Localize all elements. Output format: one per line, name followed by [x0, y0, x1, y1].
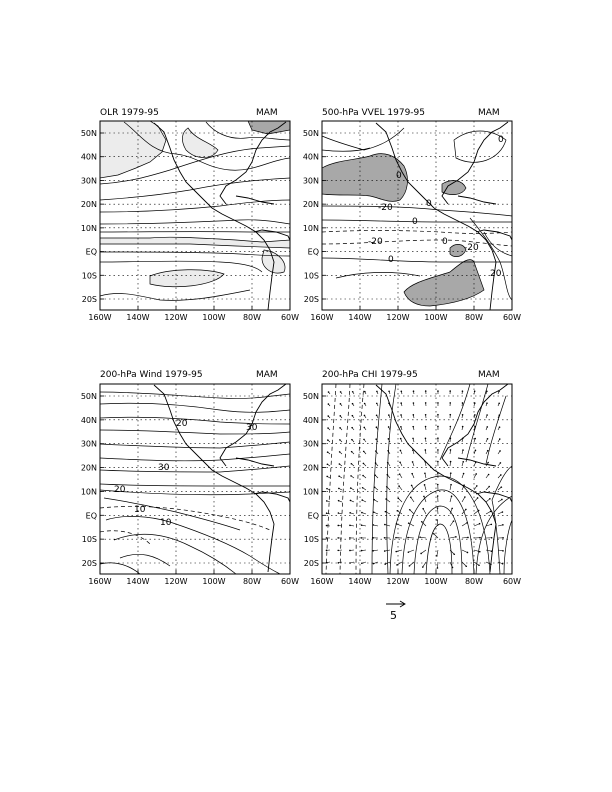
wind-vector	[422, 562, 426, 568]
wind-vector	[450, 449, 452, 454]
lat-tick-label: 30N	[302, 176, 319, 186]
wind-vector	[388, 414, 390, 418]
wind-vector	[498, 486, 502, 490]
wind-vector	[422, 508, 426, 514]
wind-vector	[337, 550, 342, 552]
lat-tick-label: 10N	[80, 223, 97, 233]
contour-label: 20	[114, 485, 126, 495]
lat-tick-label: 10N	[302, 223, 319, 233]
panel-season: MAM	[478, 108, 500, 118]
lat-tick-label: 40N	[80, 152, 97, 162]
lat-tick-label: 20S	[81, 295, 97, 304]
wind-vector	[326, 488, 330, 490]
wind-vector	[498, 462, 501, 466]
wind-vector	[384, 562, 390, 565]
wind-vector	[486, 438, 488, 442]
wind-vector	[373, 499, 378, 502]
wind-vector	[340, 391, 342, 394]
wind-vector	[363, 439, 366, 442]
wind-vector	[462, 473, 464, 478]
wind-vector	[361, 512, 366, 514]
wind-vector	[376, 414, 378, 418]
lat-tick-label: 20S	[303, 559, 319, 568]
wind-vector	[364, 403, 366, 406]
lat-tick-label: 10S	[81, 271, 97, 281]
wind-vector	[450, 536, 457, 538]
wind-vector	[462, 426, 464, 430]
panel-wind	[100, 370, 290, 574]
wind-vector	[373, 511, 378, 514]
wind-vector	[474, 438, 476, 442]
wind-vector	[420, 550, 426, 554]
wind-vector	[408, 522, 414, 526]
wind-vector	[411, 473, 414, 478]
wind-vector	[385, 511, 390, 514]
wind-vector	[364, 391, 366, 394]
wind-vector	[396, 523, 402, 526]
vector-key	[386, 601, 405, 622]
wind-vector	[436, 519, 438, 526]
lat-tick-label: 50N	[80, 129, 97, 138]
lon-tick-label: 100W	[424, 313, 448, 322]
lat-tick-label: 20S	[303, 295, 319, 304]
wind-vector	[326, 512, 330, 514]
wind-vector	[361, 537, 366, 539]
wind-vector	[449, 390, 451, 394]
wind-vector	[425, 414, 427, 418]
lon-tick-label: 80W	[242, 313, 262, 322]
wind-vector	[413, 390, 415, 394]
wind-vector	[486, 414, 488, 418]
wind-vector	[396, 562, 402, 566]
wind-vector	[437, 390, 439, 394]
wind-vector	[498, 438, 501, 442]
wind-vector	[385, 498, 390, 502]
wind-vector	[412, 438, 414, 442]
lon-tick-label: 120W	[386, 577, 410, 586]
wind-vector	[498, 511, 503, 514]
contour-label: 20	[490, 269, 502, 279]
lon-tick-label: 160W	[310, 577, 334, 586]
wind-vector	[425, 402, 427, 406]
lat-tick-label: 10N	[80, 487, 97, 497]
wind-vector	[400, 426, 402, 430]
panel-season: MAM	[478, 370, 500, 380]
wind-vector	[326, 500, 330, 502]
lon-tick-label: 100W	[202, 313, 226, 322]
wind-vector	[362, 487, 366, 490]
wind-vector	[375, 450, 378, 454]
wind-vector	[425, 449, 427, 454]
wind-vector	[424, 484, 426, 490]
wind-vector	[338, 512, 342, 514]
lat-tick-label: 10S	[303, 271, 319, 281]
wind-vector	[462, 522, 468, 526]
lon-tick-label: 140W	[126, 577, 150, 586]
lon-tick-label: 140W	[348, 577, 372, 586]
wind-vector	[386, 486, 390, 490]
wind-vector	[498, 524, 504, 526]
contour-label: -20	[368, 237, 383, 247]
lon-tick-label: 100W	[202, 577, 226, 586]
contour-label: 0	[426, 199, 432, 209]
contour-label: 0	[498, 135, 504, 145]
wind-vector	[376, 426, 378, 430]
map-frame	[326, 384, 512, 574]
wind-vector	[437, 414, 439, 418]
lat-tick-label: 20N	[302, 463, 319, 473]
wind-vector	[474, 485, 478, 490]
wind-vector	[474, 550, 481, 552]
wind-vector	[349, 525, 354, 527]
wind-vector	[425, 390, 427, 394]
wind-vector	[327, 463, 330, 466]
wind-vector	[462, 414, 464, 418]
lon-tick-label: 100W	[424, 577, 448, 586]
wind-vector	[400, 438, 402, 442]
wind-vector	[362, 475, 366, 478]
wind-vector	[361, 499, 366, 502]
wind-vector	[474, 473, 477, 478]
wind-vector	[411, 485, 414, 490]
wind-vector	[437, 426, 439, 430]
contour-label: 0	[412, 217, 418, 227]
wind-vector	[363, 451, 366, 454]
lon-tick-label: 80W	[464, 577, 484, 586]
wind-vector	[361, 524, 366, 526]
wind-vector	[409, 509, 414, 514]
wind-vector	[399, 473, 402, 478]
wind-vector	[364, 415, 366, 418]
wind-vector	[449, 402, 451, 406]
wind-vector	[486, 498, 491, 502]
lat-tick-label: 50N	[302, 129, 319, 138]
wind-vector	[351, 439, 354, 442]
wind-vector	[340, 403, 342, 406]
lat-tick-label: EQ	[307, 247, 319, 257]
wind-vector	[327, 439, 330, 442]
wind-vector	[462, 496, 466, 502]
wind-vector	[474, 497, 478, 502]
wind-vector	[399, 461, 402, 466]
wind-vector	[372, 537, 378, 539]
wind-vector	[436, 550, 438, 557]
wind-vector	[328, 391, 330, 394]
wind-vector	[376, 403, 378, 406]
wind-vector	[450, 472, 452, 478]
wind-vector	[450, 520, 454, 526]
wind-vector	[498, 550, 504, 552]
wind-vector	[474, 450, 476, 454]
panel-title: 500-hPa VVEL 1979-95	[322, 108, 426, 118]
panel-vvel	[322, 108, 512, 310]
lat-tick-label: EQ	[307, 511, 319, 521]
lon-tick-label: 80W	[464, 313, 484, 322]
wind-vector	[350, 475, 354, 478]
wind-vector	[372, 550, 378, 552]
lon-tick-label: 80W	[242, 577, 262, 586]
wind-vector	[450, 484, 452, 490]
panel-title: 200-hPa Wind 1979-95	[100, 370, 203, 380]
wind-vector	[425, 426, 427, 430]
wind-vector	[423, 496, 426, 502]
panel-title: OLR 1979-95	[100, 108, 159, 118]
wind-vector	[486, 537, 492, 539]
wind-vector	[462, 537, 469, 539]
lat-tick-label: 10S	[303, 535, 319, 545]
wind-vector	[486, 391, 488, 394]
wind-vector	[326, 550, 330, 552]
contour-label: -20	[464, 243, 479, 253]
wind-vector	[498, 403, 500, 406]
wind-vector	[395, 537, 402, 539]
panel-season: MAM	[256, 108, 278, 118]
panel-olr	[100, 108, 290, 310]
wind-vector	[425, 437, 427, 442]
wind-vector	[437, 461, 439, 466]
wind-vector	[462, 550, 468, 553]
wind-vector	[437, 495, 439, 502]
wind-vector	[339, 439, 342, 442]
wind-vector	[338, 475, 342, 478]
wind-vector	[408, 550, 414, 553]
wind-vector	[351, 463, 354, 466]
contour-label: 0	[396, 171, 402, 181]
lon-tick-label: 140W	[348, 313, 372, 322]
wind-vector	[437, 437, 439, 442]
wind-vector	[437, 562, 439, 569]
wind-vector	[361, 550, 366, 552]
wind-vector	[352, 391, 354, 394]
lon-tick-label: 60W	[280, 313, 300, 322]
wind-vector	[327, 427, 330, 430]
wind-vector	[400, 402, 402, 406]
wind-vector	[339, 463, 342, 466]
wind-vector	[350, 500, 354, 502]
wind-vector	[437, 449, 439, 454]
lat-tick-label: 20S	[81, 559, 97, 568]
wind-vector	[474, 537, 481, 539]
wind-vector	[338, 500, 342, 502]
contour-label: 20	[176, 419, 188, 429]
wind-vector	[387, 450, 390, 454]
wind-vector	[437, 507, 439, 514]
wind-vector	[449, 414, 451, 418]
wind-vector	[474, 523, 480, 526]
wind-vector	[351, 451, 354, 454]
lat-tick-label: 40N	[80, 415, 97, 425]
wind-vector	[388, 426, 390, 430]
lon-tick-label: 60W	[502, 577, 522, 586]
panel-season: MAM	[256, 370, 278, 380]
lat-tick-label: 50N	[80, 392, 97, 401]
wind-vector	[498, 537, 504, 539]
map-border	[322, 121, 512, 310]
map-frame	[322, 122, 512, 310]
wind-vector	[413, 414, 415, 418]
wind-vector	[349, 537, 354, 539]
vector-key-label: 5	[390, 609, 397, 622]
wind-vector	[462, 461, 464, 466]
wind-vector	[450, 461, 452, 466]
wind-vector	[486, 486, 490, 490]
wind-vector	[486, 511, 491, 514]
wind-vector	[400, 414, 402, 418]
wind-vector	[424, 461, 426, 466]
lat-tick-label: 50N	[302, 392, 319, 401]
wind-vector	[326, 476, 330, 478]
wind-vector	[400, 390, 402, 394]
wind-vector	[413, 402, 415, 406]
contour-labels	[114, 419, 258, 528]
wind-vector	[339, 451, 342, 454]
wind-vector	[437, 402, 439, 406]
wind-vector	[486, 402, 488, 406]
wind-vector	[363, 463, 366, 466]
wind-vector	[412, 426, 414, 430]
contour-label: 30	[246, 423, 258, 433]
divergent-wind-vectors	[326, 390, 504, 568]
lon-tick-label: 140W	[126, 313, 150, 322]
lat-tick-label: 10S	[81, 535, 97, 545]
wind-vector	[352, 415, 354, 418]
wind-vector	[338, 488, 342, 490]
wind-vector	[498, 474, 502, 478]
wind-vector	[388, 391, 390, 394]
contour-label: 0	[388, 255, 394, 265]
wind-vector	[437, 472, 439, 478]
wind-vector	[395, 550, 402, 552]
wind-vector	[486, 550, 492, 552]
wind-vector	[450, 550, 455, 555]
wind-vector	[407, 537, 414, 539]
wind-vector	[349, 512, 354, 514]
wind-vector	[339, 427, 342, 430]
wind-vector	[376, 391, 378, 394]
lon-tick-label: 160W	[310, 313, 334, 322]
wind-vector	[339, 415, 342, 418]
lat-tick-label: 20N	[80, 200, 97, 210]
wind-vector	[351, 427, 354, 430]
lat-tick-label: 40N	[302, 152, 319, 162]
lon-tick-label: 160W	[88, 577, 112, 586]
wind-vector	[450, 495, 452, 502]
wind-vector	[410, 497, 414, 502]
lat-tick-label: 10N	[302, 487, 319, 497]
wind-vector	[328, 403, 330, 406]
lon-tick-label: 120W	[386, 313, 410, 322]
wind-vector	[450, 437, 452, 442]
lat-tick-label: 30N	[302, 439, 319, 449]
wind-vector	[374, 487, 378, 490]
contour-label: 0	[442, 237, 448, 247]
wind-vector	[450, 426, 452, 430]
wind-vector	[398, 485, 402, 490]
wind-vector	[412, 461, 414, 466]
lat-tick-label: 40N	[302, 415, 319, 425]
wind-vector	[433, 533, 438, 538]
lon-tick-label: 160W	[88, 313, 112, 322]
wind-vector	[350, 487, 354, 490]
lat-tick-label: 20N	[302, 200, 319, 210]
lat-tick-label: 30N	[80, 439, 97, 449]
lat-tick-label: 20N	[80, 463, 97, 473]
lon-tick-label: 60W	[280, 577, 300, 586]
wind-vector	[486, 474, 489, 478]
contour-label: 10	[134, 505, 146, 515]
wind-vector	[372, 524, 378, 526]
wind-vector	[462, 449, 464, 454]
wind-vector	[474, 461, 477, 466]
contour-label: 10	[160, 518, 172, 528]
wind-vector	[462, 390, 464, 394]
wind-vector	[326, 537, 330, 539]
lat-tick-label: 30N	[80, 176, 97, 186]
wind-vector	[352, 403, 354, 406]
wind-vector	[437, 484, 439, 490]
wind-vector	[498, 499, 503, 502]
lon-tick-label: 120W	[164, 313, 188, 322]
wind-vector	[419, 536, 426, 538]
map-frame	[100, 121, 290, 310]
wind-vector	[327, 415, 330, 418]
contour-label: -20	[378, 203, 393, 213]
lon-tick-label: 60W	[502, 313, 522, 322]
wind-vector	[349, 550, 354, 552]
wind-vector	[327, 451, 330, 454]
lon-tick-label: 120W	[164, 577, 188, 586]
lat-tick-label: EQ	[85, 247, 97, 257]
wind-vector	[462, 438, 464, 442]
map-frame	[100, 384, 290, 574]
wind-vector	[498, 450, 501, 454]
contour-label: 30	[158, 463, 170, 473]
wind-vector	[498, 426, 500, 430]
lat-tick-label: EQ	[85, 511, 97, 521]
wind-vector	[486, 426, 488, 430]
panel-title: 200-hPa CHI 1979-95	[322, 370, 418, 380]
wind-vector	[400, 450, 402, 454]
wind-vector	[363, 427, 366, 430]
wind-vector	[424, 472, 426, 478]
